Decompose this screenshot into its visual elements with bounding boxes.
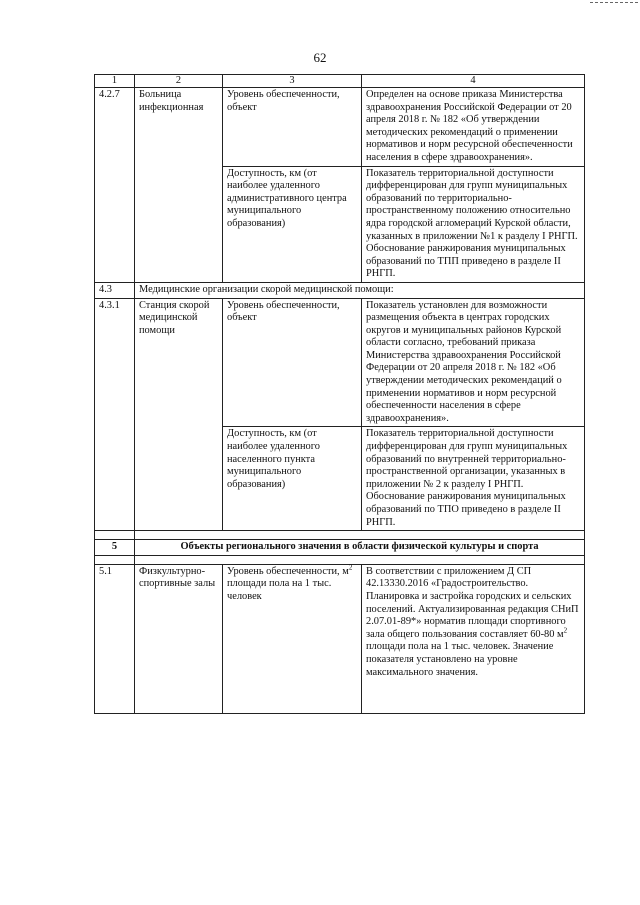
column-number-2: 2 bbox=[135, 75, 223, 88]
standards-table bbox=[94, 74, 585, 714]
indicator-name: Уровень обеспеченности, объект bbox=[223, 88, 362, 167]
object-name: Больница инфекционная bbox=[135, 88, 223, 283]
indicator-name: Доступность, км (от наиболее удаленного населенного пункта муниципального образования) bbox=[223, 427, 362, 531]
indicator-basis: Показатель территориальной доступности дифференцирован для групп муниципальных образований по внутренней территориально-пространственной организации, указанных в приложении № 2 к разделу I РНГП. Обоснование ранжирования муниципальных образований по ТПО приведено в разделе II РНГП. bbox=[362, 427, 585, 531]
section-title: Медицинские организации скорой медицинской помощи: bbox=[135, 282, 585, 298]
spacer-row bbox=[95, 555, 585, 564]
row-number: 4.3.1 bbox=[95, 298, 135, 531]
table-row bbox=[95, 564, 585, 713]
basis-text: В соответствии с приложением Д СП 42.13330.2016 «Градостроительство. Планировка и застройка городских и сельских поселений. Актуализированная редакция СНиП 2.07.01-89*» норматив площади спортивного зала общего пользования составляет 60-80 м bbox=[366, 565, 579, 640]
column-number-4: 4 bbox=[362, 75, 585, 88]
section-number: 4.3 bbox=[95, 282, 135, 298]
indicator-basis: Показатель территориальной доступности дифференцирован для групп муниципальных образований по территориально-пространственному положению относительно ядра городской агломераций Курской области, указанных в приложении №1 к разделу I РНГП. Обоснование ранжирования муниципальных образований по ТПП приведено в разделе II РНГП. bbox=[362, 166, 585, 282]
table-row bbox=[95, 540, 585, 556]
indicator-basis: Определен на основе приказа Министерства здравоохранения Российской Федерации от 20 апреля 2018 г. № 182 «Об утверждении методических рекомендаций о применении нормативов и норм ресурсной обеспеченности населения в сфере здравоохранения». bbox=[362, 88, 585, 167]
table-row bbox=[95, 88, 585, 167]
spacer-row bbox=[95, 531, 585, 540]
section-title: Объекты регионального значения в области физической культуры и спорта bbox=[135, 540, 585, 556]
indicator-basis bbox=[362, 564, 585, 713]
superscript: 2 bbox=[348, 563, 353, 572]
indicator-basis: Показатель установлен для возможности размещения объекта в центрах городских округов и муниципальных районов Курской области согласно, требований приказа Министерства здравоохранения Российской Федерации от 20 апреля 2018 г. № 182 «Об утверждении методических рекомендаций о применении нормативов и норм ресурсной обеспеченности населения в сфере здравоохранения». bbox=[362, 298, 585, 427]
table-row bbox=[95, 282, 585, 298]
indicator-text: Уровень обеспеченности, м bbox=[227, 565, 349, 577]
superscript: 2 bbox=[563, 626, 568, 635]
row-number: 5.1 bbox=[95, 564, 135, 713]
column-number-3: 3 bbox=[223, 75, 362, 88]
column-number-1: 1 bbox=[95, 75, 135, 88]
row-number: 4.2.7 bbox=[95, 88, 135, 283]
section-number: 5 bbox=[95, 540, 135, 556]
basis-text: площади пола на 1 тыс. человек. Значение показателя установлено на уровне максимального значения. bbox=[366, 641, 554, 678]
indicator-name: Доступность, км (от наиболее удаленного административного центра муниципального образования) bbox=[223, 166, 362, 282]
indicator-name bbox=[223, 564, 362, 713]
page-number: 62 bbox=[313, 50, 327, 65]
object-name: Станция скорой медицинской помощи bbox=[135, 298, 223, 531]
column-number-row bbox=[95, 75, 585, 88]
indicator-name: Уровень обеспеченности, объект bbox=[223, 298, 362, 427]
object-name: Физкультурно-спортивные залы bbox=[135, 564, 223, 713]
table-row bbox=[95, 298, 585, 427]
top-edge-rule bbox=[590, 2, 638, 3]
indicator-text: площади пола на 1 тыс. человек bbox=[227, 578, 332, 602]
